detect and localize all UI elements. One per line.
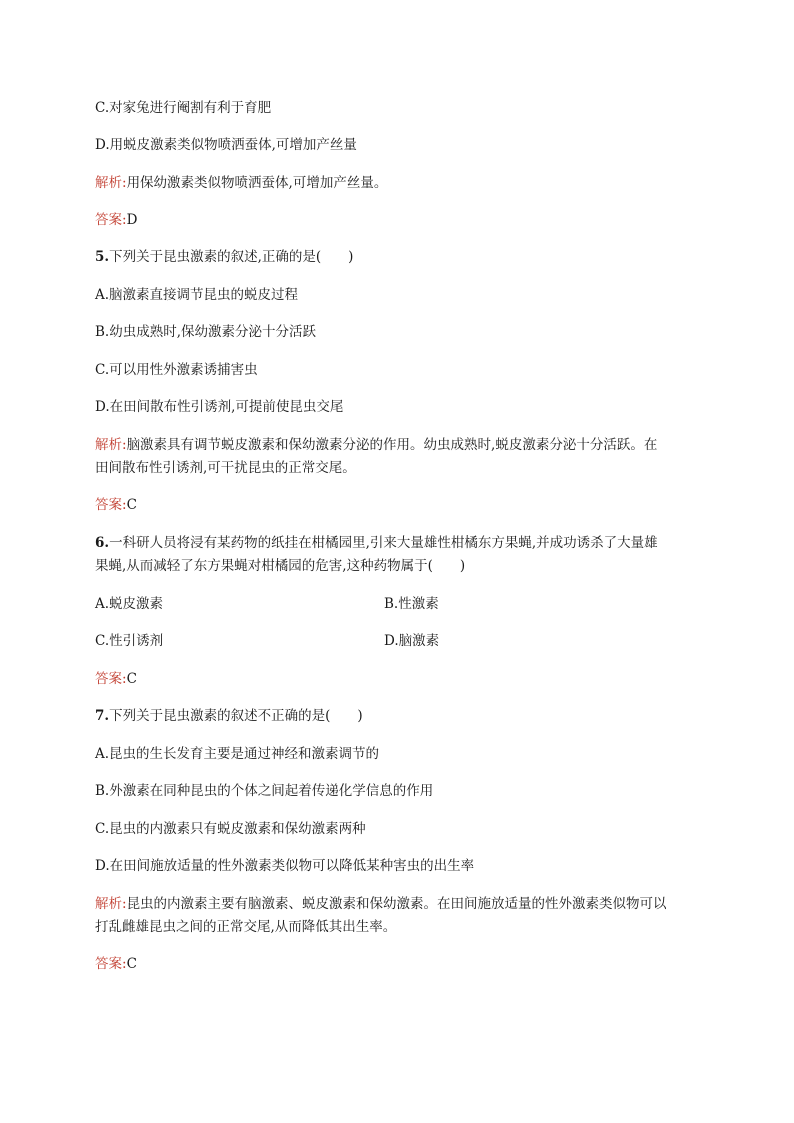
analysis-label: 解析:: [95, 896, 127, 912]
question-number: 7.: [95, 708, 110, 724]
q6-options-row-2: [95, 632, 440, 650]
answer-label: 答案:: [95, 497, 127, 513]
q6-option-d: D.脑激素: [384, 633, 440, 649]
q7-analysis: [95, 895, 667, 913]
answer-label: 答案:: [95, 671, 127, 687]
answer-value: C: [126, 956, 137, 972]
q7-option-b: B.外激素在同种昆虫的个体之间起着传递化学信息的作用: [95, 783, 434, 799]
q6-stem-cont: 果蝇,从而减轻了东方果蝇对柑橘园的危害,这种药物属于( ): [95, 558, 466, 574]
q5-analysis: [95, 436, 657, 454]
analysis-text: 昆虫的内激素主要有脑激素、蜕皮激素和保幼激素。在田间施放适量的性外激素类似物可以: [126, 896, 667, 912]
q4-answer: [95, 211, 137, 229]
q5-analysis-cont: 田间散布性引诱剂,可干扰昆虫的正常交尾。: [95, 460, 356, 476]
analysis-label: 解析:: [95, 437, 127, 453]
analysis-label: 解析:: [95, 175, 127, 191]
answer-value: D: [126, 212, 138, 228]
q7-option-a: A.昆虫的生长发育主要是通过神经和激素调节的: [95, 746, 380, 762]
answer-label: 答案:: [95, 212, 127, 228]
q7-option-d: D.在田间施放适量的性外激素类似物可以降低某种害虫的出生率: [95, 858, 475, 874]
q6-option-a: A.蜕皮激素: [95, 596, 164, 612]
question-number: 6.: [95, 535, 110, 551]
q6-answer: [95, 670, 137, 688]
q5-option-b: B.幼虫成熟时,保幼激素分泌十分活跃: [95, 324, 317, 340]
q5-option-a: A.脑激素直接调节昆虫的蜕皮过程: [95, 287, 299, 303]
question-text: 下列关于昆虫激素的叙述,正确的是( ): [109, 249, 354, 265]
q6-option-c: C.性引诱剂: [95, 633, 164, 649]
q4-option-c: C.对家兔进行阉割有利于育肥: [95, 100, 272, 116]
q5-answer: [95, 496, 137, 514]
answer-value: C: [126, 671, 137, 687]
q7-answer: [95, 955, 137, 973]
q5-stem: [95, 248, 353, 266]
question-text: 下列关于昆虫激素的叙述不正确的是( ): [109, 708, 363, 724]
answer-label: 答案:: [95, 956, 127, 972]
q6-options-row-1: [95, 595, 439, 613]
q7-analysis-cont: 打乱雌雄昆虫之间的正常交尾,从而降低其出生率。: [95, 919, 397, 935]
q5-option-d: D.在田间散布性引诱剂,可提前使昆虫交尾: [95, 399, 344, 415]
q7-stem: [95, 707, 363, 725]
analysis-text: 脑激素具有调节蜕皮激素和保幼激素分泌的作用。幼虫成熟时,蜕皮激素分泌十分活跃。在: [126, 437, 658, 453]
q4-analysis: [95, 174, 387, 192]
question-number: 5.: [95, 249, 110, 265]
q7-option-c: C.昆虫的内激素只有蜕皮激素和保幼激素两种: [95, 821, 366, 837]
q5-option-c: C.可以用性外激素诱捕害虫: [95, 362, 258, 378]
question-text: 一科研人员将浸有某药物的纸挂在柑橘园里,引来大量雄性柑橘东方果蝇,并成功诱杀了大量雄: [109, 535, 658, 551]
q4-option-d: D.用蜕皮激素类似物喷洒蚕体,可增加产丝量: [95, 137, 357, 153]
analysis-text: 用保幼激素类似物喷洒蚕体,可增加产丝量。: [126, 175, 388, 191]
q6-stem: [95, 534, 658, 552]
q6-option-b: B.性激素: [384, 596, 439, 612]
answer-value: C: [126, 497, 137, 513]
